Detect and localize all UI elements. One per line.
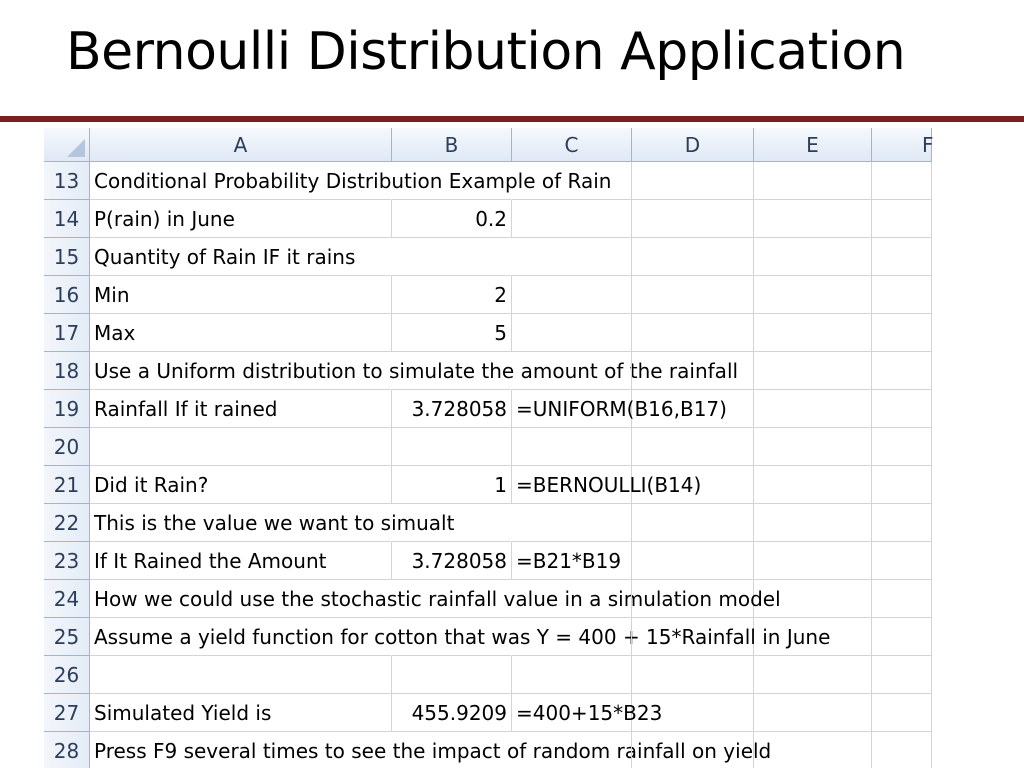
cell-b[interactable]: 3.728058 [392, 390, 512, 428]
cell-a[interactable]: This is the value we want to simualt [90, 504, 392, 542]
cell-c[interactable] [512, 352, 632, 390]
cell-c[interactable] [512, 504, 632, 542]
row-header[interactable]: 18 [44, 352, 90, 390]
column-header-e[interactable]: E [754, 128, 872, 162]
cell-f[interactable] [872, 618, 932, 656]
cell-f[interactable] [872, 580, 932, 618]
row-header[interactable]: 28 [44, 732, 90, 768]
cell-e[interactable] [754, 276, 872, 314]
cell-d[interactable] [632, 162, 754, 200]
cell-a[interactable]: Did it Rain? [90, 466, 392, 504]
row-header[interactable]: 14 [44, 200, 90, 238]
cell-f[interactable] [872, 162, 932, 200]
cell-d[interactable] [632, 428, 754, 466]
cell-d[interactable] [632, 200, 754, 238]
select-all-triangle-icon [67, 139, 85, 157]
cell-f[interactable] [872, 504, 932, 542]
cell-c[interactable] [512, 314, 632, 352]
row-header[interactable]: 25 [44, 618, 90, 656]
cell-e[interactable] [754, 504, 872, 542]
cell-c[interactable] [512, 238, 632, 276]
cell-e[interactable] [754, 466, 872, 504]
cell-b[interactable]: 2 [392, 276, 512, 314]
cell-e[interactable] [754, 542, 872, 580]
cell-c[interactable] [512, 276, 632, 314]
cell-f[interactable] [872, 276, 932, 314]
row-header[interactable]: 15 [44, 238, 90, 276]
slide-title: Bernoulli Distribution Application [66, 22, 906, 82]
cell-f[interactable] [872, 542, 932, 580]
cell-f[interactable] [872, 352, 932, 390]
row-header[interactable]: 21 [44, 466, 90, 504]
spreadsheet [44, 128, 934, 768]
cell-e[interactable] [754, 428, 872, 466]
cell-e[interactable] [754, 314, 872, 352]
cell-a[interactable]: Simulated Yield is [90, 694, 392, 732]
cell-b[interactable]: 0.2 [392, 200, 512, 238]
cell-a[interactable] [90, 656, 392, 694]
cell-b[interactable] [392, 238, 512, 276]
cell-e[interactable] [754, 732, 872, 768]
cell-e[interactable] [754, 200, 872, 238]
row-header[interactable]: 23 [44, 542, 90, 580]
title-divider [0, 116, 1024, 122]
row-header[interactable]: 16 [44, 276, 90, 314]
cell-e[interactable] [754, 238, 872, 276]
cell-c[interactable] [512, 200, 632, 238]
cell-b[interactable]: 5 [392, 314, 512, 352]
row-header[interactable]: 19 [44, 390, 90, 428]
cell-a[interactable]: If It Rained the Amount [90, 542, 392, 580]
cell-a[interactable]: How we could use the stochastic rainfall value in a simulation model [90, 580, 392, 618]
cell-b[interactable]: 455.9209 [392, 694, 512, 732]
cell-d[interactable] [632, 276, 754, 314]
cell-c[interactable] [512, 732, 632, 768]
cell-d[interactable] [632, 314, 754, 352]
cell-b[interactable]: 3.728058 [392, 542, 512, 580]
cell-a[interactable]: Max [90, 314, 392, 352]
spreadsheet-grid [44, 128, 932, 768]
cell-f[interactable] [872, 314, 932, 352]
select-all-corner[interactable] [44, 128, 90, 162]
cell-f[interactable] [872, 694, 932, 732]
cell-a[interactable]: Quantity of Rain IF it rains [90, 238, 392, 276]
column-header-f[interactable]: F [872, 128, 932, 162]
row-header[interactable]: 20 [44, 428, 90, 466]
column-header-b[interactable]: B [392, 128, 512, 162]
row-header[interactable]: 26 [44, 656, 90, 694]
cell-a[interactable] [90, 428, 392, 466]
cell-c[interactable]: =400+15*B23 [512, 694, 632, 732]
cell-a[interactable]: Rainfall If it rained [90, 390, 392, 428]
cell-b[interactable] [392, 428, 512, 466]
cell-e[interactable] [754, 390, 872, 428]
cell-e[interactable] [754, 162, 872, 200]
cell-e[interactable] [754, 694, 872, 732]
cell-c[interactable]: =UNIFORM(B16,B17) [512, 390, 632, 428]
cell-a[interactable]: P(rain) in June [90, 200, 392, 238]
cell-d[interactable] [632, 656, 754, 694]
cell-a[interactable]: Use a Uniform distribution to simulate the amount of the rainfall [90, 352, 392, 390]
cell-e[interactable] [754, 352, 872, 390]
cell-f[interactable] [872, 200, 932, 238]
cell-b[interactable]: 1 [392, 466, 512, 504]
cell-c[interactable] [512, 162, 632, 200]
cell-f[interactable] [872, 238, 932, 276]
cell-c[interactable] [512, 618, 632, 656]
row-header[interactable]: 27 [44, 694, 90, 732]
cell-a[interactable]: Press F9 several times to see the impact of random rainfall on yield [90, 732, 392, 768]
cell-a[interactable]: Assume a yield function for cotton that was Y = 400 + 15*Rainfall in June [90, 618, 392, 656]
cell-f[interactable] [872, 732, 932, 768]
row-header[interactable]: 24 [44, 580, 90, 618]
row-header[interactable]: 17 [44, 314, 90, 352]
cell-b[interactable] [392, 656, 512, 694]
cell-f[interactable] [872, 656, 932, 694]
cell-d[interactable] [632, 504, 754, 542]
column-header-d[interactable]: D [632, 128, 754, 162]
cell-d[interactable] [632, 238, 754, 276]
column-header-a[interactable]: A [90, 128, 392, 162]
cell-c[interactable] [512, 656, 632, 694]
cell-c[interactable] [512, 428, 632, 466]
cell-f[interactable] [872, 466, 932, 504]
column-header-c[interactable]: C [512, 128, 632, 162]
cell-a[interactable]: Min [90, 276, 392, 314]
cell-f[interactable] [872, 390, 932, 428]
cell-e[interactable] [754, 656, 872, 694]
cell-c[interactable] [512, 580, 632, 618]
row-header[interactable]: 13 [44, 162, 90, 200]
cell-c[interactable]: =BERNOULLI(B14) [512, 466, 632, 504]
cell-a[interactable]: Conditional Probability Distribution Example of Rain [90, 162, 392, 200]
cell-c[interactable]: =B21*B19 [512, 542, 632, 580]
row-header[interactable]: 22 [44, 504, 90, 542]
cell-d[interactable] [632, 542, 754, 580]
cell-f[interactable] [872, 428, 932, 466]
